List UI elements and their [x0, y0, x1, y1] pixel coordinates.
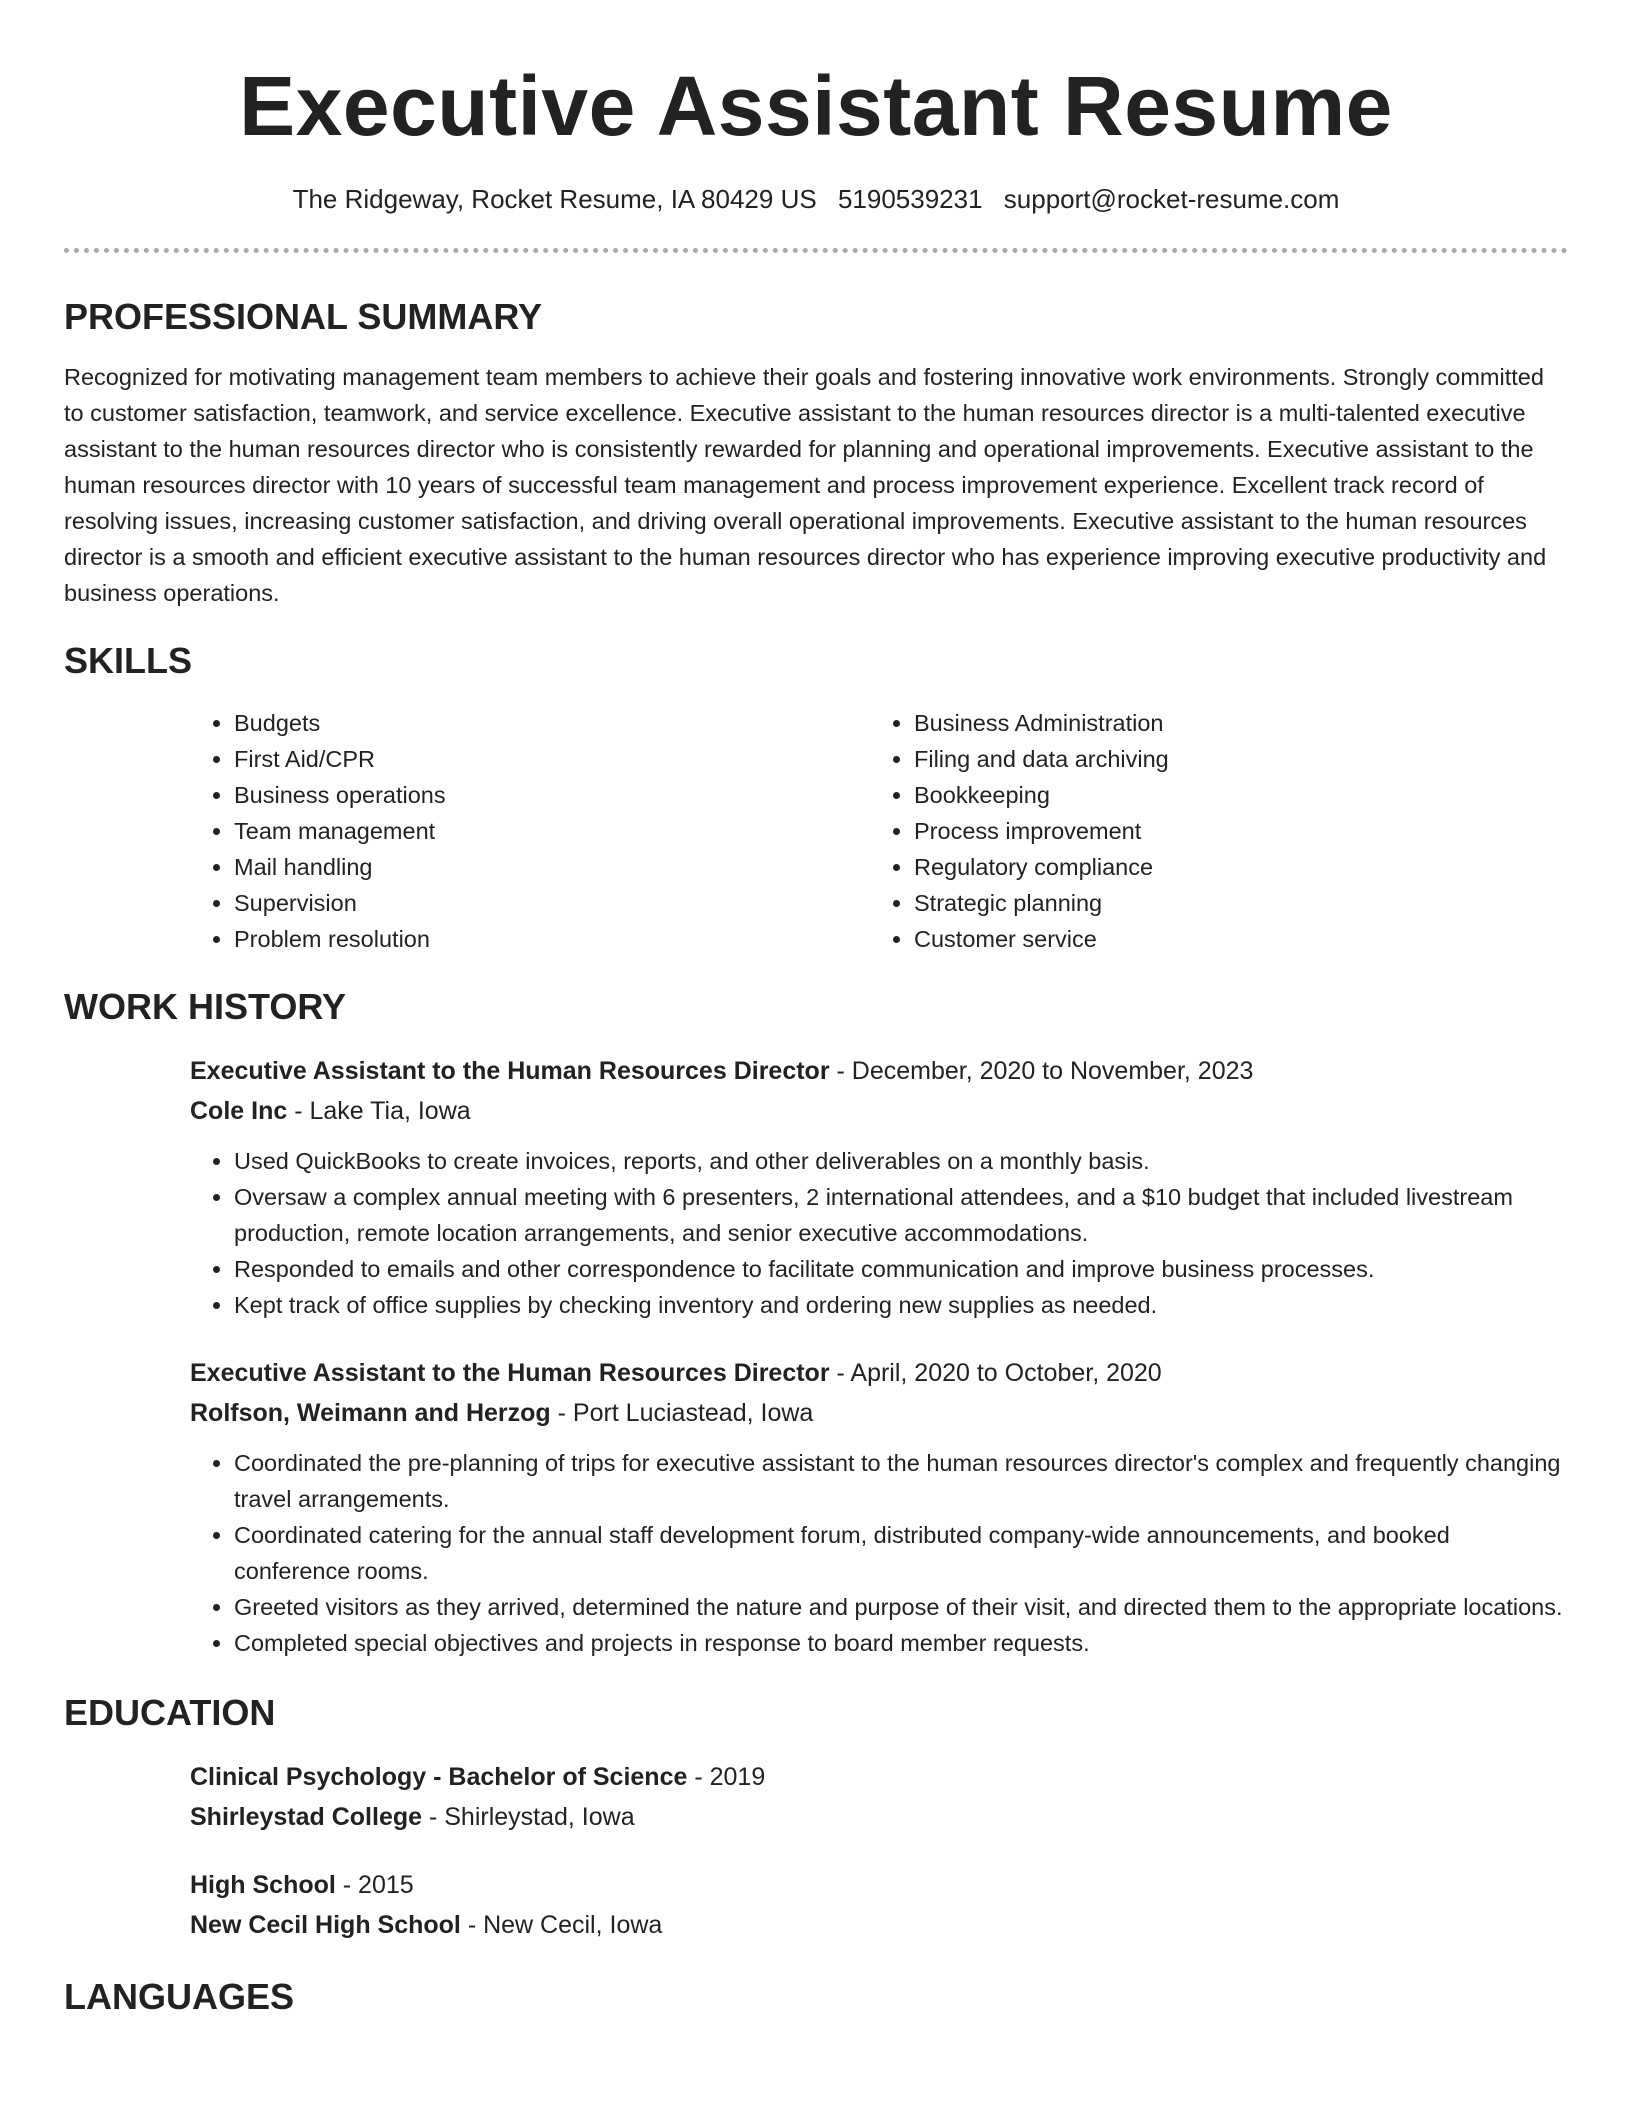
job-location: - Lake Tia, Iowa	[287, 1097, 471, 1125]
skill-item: • First Aid/CPR	[234, 741, 870, 777]
job-bullet: • Coordinated the pre-planning of trips for executive assistant to the human resources director's complex and frequently changing travel arrangements.	[234, 1445, 1568, 1517]
header-divider	[64, 248, 1568, 253]
job-bullet: • Greeted visitors as they arrived, determined the nature and purpose of their visit, and directed them to the appropriate locations.	[234, 1589, 1568, 1625]
education-location: - New Cecil, Iowa	[460, 1911, 663, 1939]
job-company: Cole Inc	[190, 1097, 288, 1125]
education-degree-line	[190, 1865, 1568, 1905]
skill-item: • Customer service	[914, 921, 1550, 957]
skill-item: • Mail handling	[234, 849, 870, 885]
languages-heading: LANGUAGES	[64, 1976, 295, 2017]
job-title-line	[190, 1353, 1568, 1393]
job-bullet: • Responded to emails and other correspondence to facilitate communication and improve business processes.	[234, 1251, 1568, 1287]
job-entry	[190, 1051, 1568, 1323]
contact-line	[64, 182, 1568, 216]
education-school: New Cecil High School	[190, 1911, 461, 1939]
education-school: Shirleystad College	[190, 1803, 423, 1831]
skill-item: • Supervision	[234, 885, 870, 921]
education-degree-line	[190, 1757, 1568, 1797]
skill-item: • Team management	[234, 813, 870, 849]
education-location: - Shirleystad, Iowa	[422, 1803, 635, 1831]
contact-email: support@rocket-resume.com	[1003, 184, 1340, 214]
job-company-line	[190, 1091, 1568, 1131]
skills-column-left	[190, 705, 870, 957]
job-title-line	[190, 1051, 1568, 1091]
job-bullet: • Completed special objectives and projects in response to board member requests.	[234, 1625, 1568, 1661]
skills-column-right	[870, 705, 1550, 957]
education-entry	[190, 1865, 1568, 1945]
job-role: Executive Assistant to the Human Resources Director	[190, 1057, 830, 1085]
skill-item: • Bookkeeping	[914, 777, 1550, 813]
education-school-line	[190, 1797, 1568, 1837]
summary-text: Recognized for motivating management team members to achieve their goals and fostering innovative work environments. Strongly committed to customer satisfaction, teamwork, and service excellence. Executive assistant to the human resources director is a multi-talented executive assistant to the human resources director who is consistently rewarded for planning and operational improvements. Executive assistant to the human resources director with 10 years of successful team management and process improvement experience. Excellent track record of resolving issues, increasing customer satisfaction, and driving overall operational improvements. Executive assistant to the human resources director is a smooth and efficient executive assistant to the human resources director who has experience improving executive productivity and business operations.	[64, 364, 1547, 606]
skill-item: • Business Administration	[914, 705, 1550, 741]
job-bullet: • Used QuickBooks to create invoices, reports, and other deliverables on a monthly basis.	[234, 1143, 1568, 1179]
education-degree: Clinical Psychology - Bachelor of Science	[190, 1763, 688, 1791]
skill-item: • Budgets	[234, 705, 870, 741]
job-bullet: • Kept track of office supplies by checking inventory and ordering new supplies as needed.	[234, 1287, 1568, 1323]
job-role: Executive Assistant to the Human Resources Director	[190, 1359, 830, 1387]
job-company-line	[190, 1393, 1568, 1433]
job-entry	[190, 1353, 1568, 1661]
education-entry	[190, 1757, 1568, 1837]
skill-item: • Filing and data archiving	[914, 741, 1550, 777]
job-bullets	[190, 1143, 1568, 1323]
job-company: Rolfson, Weimann and Herzog	[190, 1399, 551, 1427]
resume-title: Executive Assistant Resume	[239, 59, 1393, 153]
work-history-heading: WORK HISTORY	[64, 986, 347, 1027]
education-heading: EDUCATION	[64, 1692, 276, 1733]
job-location: - Port Luciastead, Iowa	[550, 1399, 814, 1427]
education-year: - 2015	[335, 1871, 414, 1899]
job-dates: - December, 2020 to November, 2023	[829, 1057, 1254, 1085]
education-year: - 2019	[687, 1763, 766, 1791]
skill-item: • Process improvement	[914, 813, 1550, 849]
resume-page	[64, 0, 1568, 2019]
job-bullets	[190, 1445, 1568, 1661]
summary-heading: PROFESSIONAL SUMMARY	[64, 296, 543, 337]
education-degree: High School	[190, 1871, 336, 1899]
contact-address: The Ridgeway, Rocket Resume, IA 80429 US	[292, 184, 817, 214]
skill-item: • Business operations	[234, 777, 870, 813]
job-bullet: • Oversaw a complex annual meeting with 6 presenters, 2 international attendees, and a $10 budget that included livestream production, remote location arrangements, and senior executive accommodations.	[234, 1179, 1568, 1251]
job-dates: - April, 2020 to October, 2020	[829, 1359, 1162, 1387]
education-school-line	[190, 1905, 1568, 1945]
skill-item: • Strategic planning	[914, 885, 1550, 921]
skill-item: • Regulatory compliance	[914, 849, 1550, 885]
skills-list	[190, 705, 1568, 957]
job-bullet: • Coordinated catering for the annual staff development forum, distributed company-wide announcements, and booked conference rooms.	[234, 1517, 1568, 1589]
skills-heading: SKILLS	[64, 640, 193, 681]
skill-item: • Problem resolution	[234, 921, 870, 957]
contact-phone: 5190539231	[837, 184, 983, 214]
